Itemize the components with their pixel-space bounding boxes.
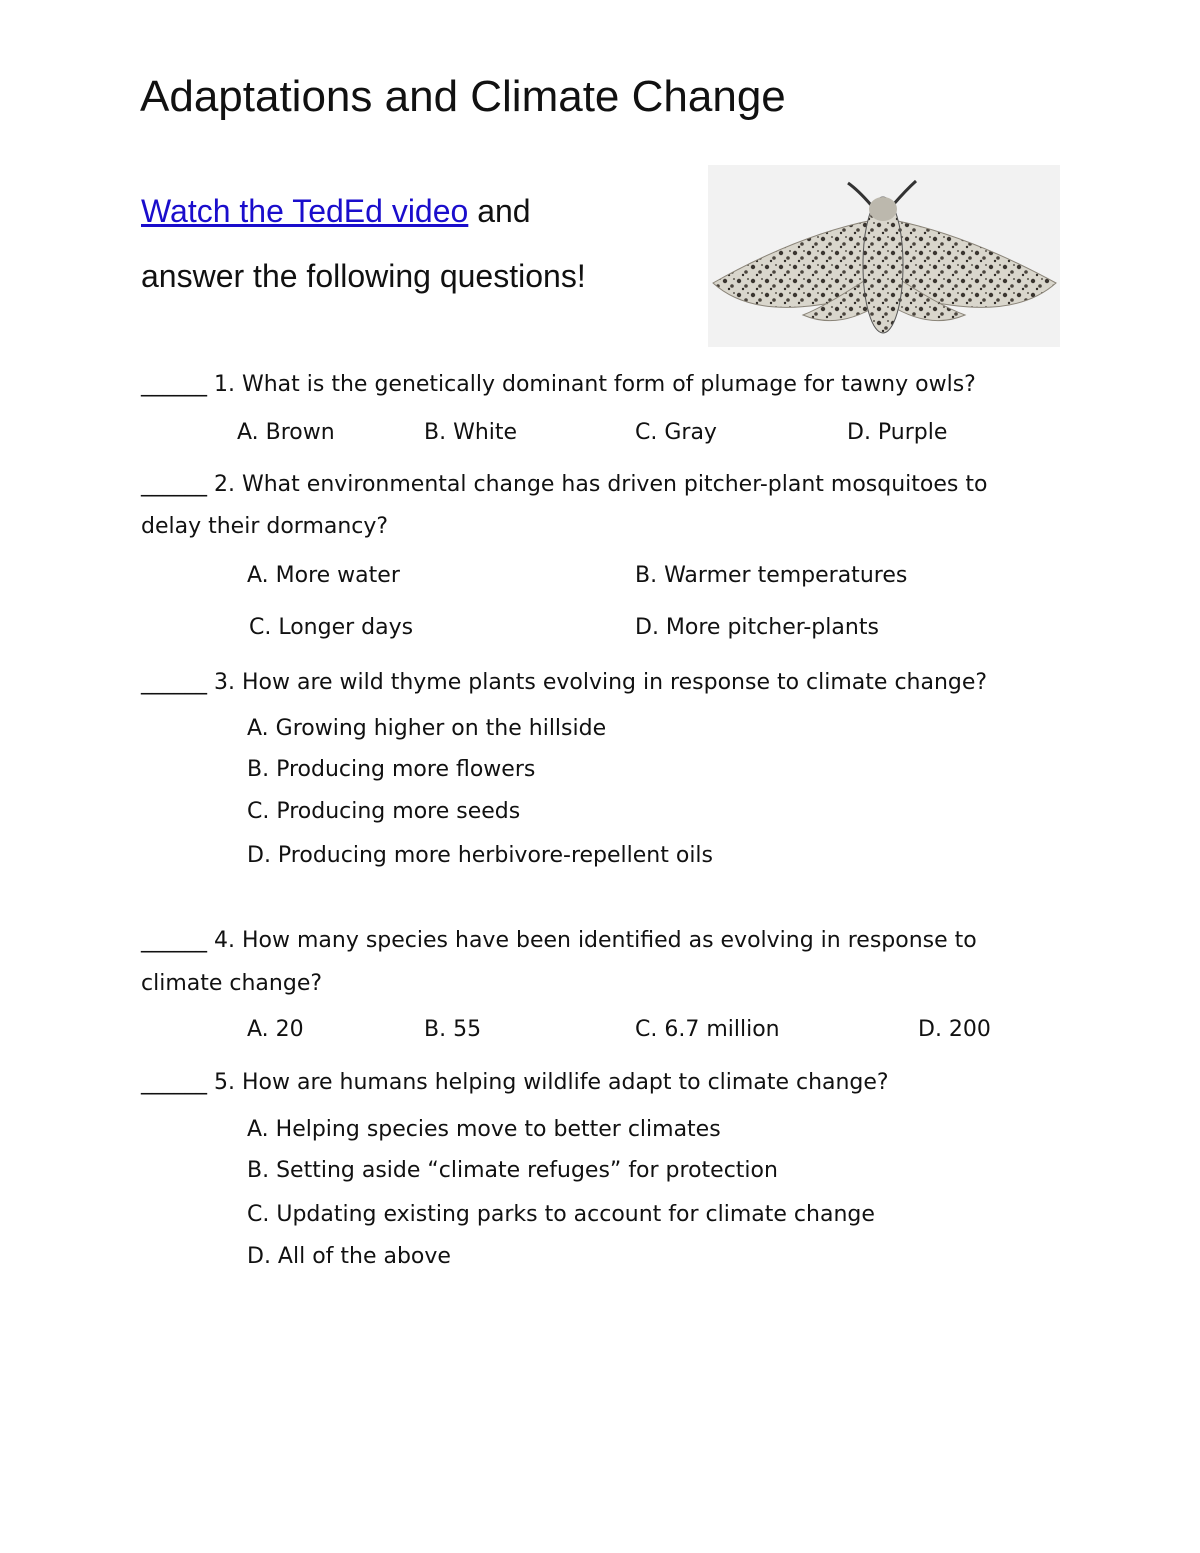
question-4-continued: climate change? xyxy=(141,971,323,996)
question-text: 2. What environmental change has driven pitcher-plant mosquitoes to xyxy=(214,472,988,497)
question-2-continued: delay their dormancy? xyxy=(141,514,389,539)
option-5a: A. Helping species move to better climates xyxy=(247,1117,721,1142)
answer-blank[interactable]: ______ xyxy=(141,928,207,953)
option-4d: D. 200 xyxy=(918,1017,991,1042)
option-5d: D. All of the above xyxy=(247,1244,451,1269)
option-5b: B. Setting aside “climate refuges” for protection xyxy=(247,1158,778,1183)
option-2d: D. More pitcher-plants xyxy=(635,615,879,640)
question-1 xyxy=(141,372,976,397)
moth-icon xyxy=(708,165,1060,347)
question-5 xyxy=(141,1070,889,1095)
option-1d: D. Purple xyxy=(847,420,948,445)
option-2c: C. Longer days xyxy=(249,615,414,640)
answer-blank[interactable]: ______ xyxy=(141,372,207,397)
option-3c: C. Producing more seeds xyxy=(247,799,521,824)
option-1b: B. White xyxy=(424,420,518,445)
intro-line-2: answer the following questions! xyxy=(141,258,586,294)
question-2 xyxy=(141,472,987,497)
moth-photo xyxy=(708,165,1060,347)
option-2b: B. Warmer temperatures xyxy=(635,563,908,588)
option-4b: B. 55 xyxy=(424,1017,482,1042)
option-5c: C. Updating existing parks to account for climate change xyxy=(247,1202,875,1227)
option-3a: A. Growing higher on the hillside xyxy=(247,716,607,741)
tedEd-video-link[interactable]: Watch the TedEd video xyxy=(141,193,469,229)
option-4a: A. 20 xyxy=(247,1017,304,1042)
option-3d: D. Producing more herbivore-repellent oils xyxy=(247,843,714,868)
page-title: Adaptations and Climate Change xyxy=(140,72,786,121)
question-text: 4. How many species have been identified as evolving in response to xyxy=(214,928,977,953)
intro-link-suffix: and xyxy=(468,193,531,229)
option-1c: C. Gray xyxy=(635,420,717,445)
answer-blank[interactable]: ______ xyxy=(141,670,207,695)
answer-blank[interactable]: ______ xyxy=(141,472,207,497)
option-2a: A. More water xyxy=(247,563,400,588)
option-4c: C. 6.7 million xyxy=(635,1017,780,1042)
question-text: 3. How are wild thyme plants evolving in response to climate change? xyxy=(214,670,988,695)
question-3 xyxy=(141,670,987,695)
intro-line-1 xyxy=(141,193,531,230)
answer-blank[interactable]: ______ xyxy=(141,1070,207,1095)
question-text: 1. What is the genetically dominant form of plumage for tawny owls? xyxy=(214,372,976,397)
option-3b: B. Producing more flowers xyxy=(247,757,536,782)
question-4 xyxy=(141,928,977,953)
option-1a: A. Brown xyxy=(237,420,335,445)
question-text: 5. How are humans helping wildlife adapt to climate change? xyxy=(214,1070,889,1095)
